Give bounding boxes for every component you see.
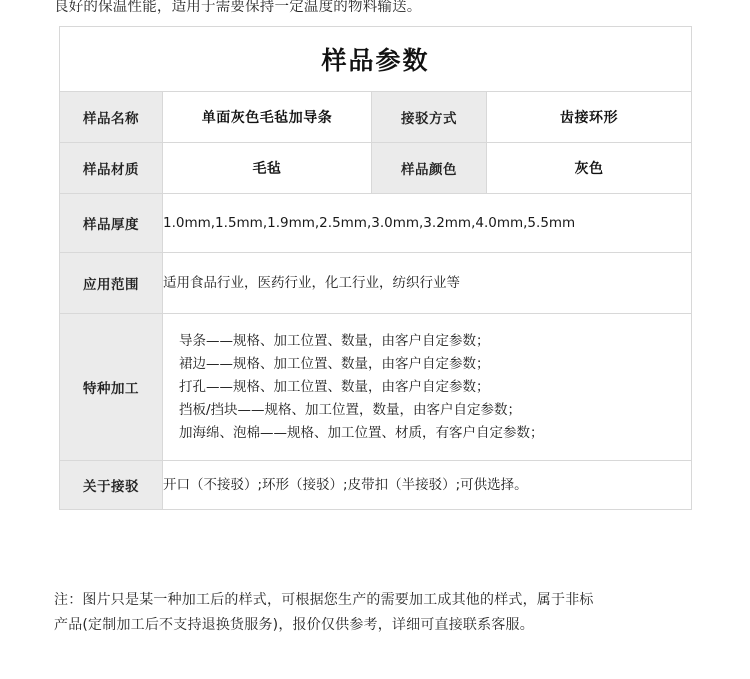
- sample-name-label: 样品名称: [60, 92, 163, 143]
- table-row: [60, 194, 692, 253]
- sample-thickness-value: 1.0mm,1.5mm,1.9mm,2.5mm,3.0mm,3.2mm,4.0mm,5.5mm: [163, 194, 692, 253]
- about-joining-value: 开口（不接驳）;环形（接驳）;皮带扣（半接驳）;可供选择。: [163, 461, 692, 510]
- table-row: [60, 314, 692, 461]
- table-row: [60, 253, 692, 314]
- list-item: 裙边——规格、加工位置、数量，由客户自定参数；: [179, 355, 490, 372]
- footnote-line-1: 注：图片只是某一种加工后的样式，可根据您生产的需要加工成其他的样式，属于非标: [54, 592, 594, 608]
- joining-method-label: 接驳方式: [372, 92, 487, 143]
- special-processing-value: [163, 314, 692, 461]
- footnote-line-2: 产品(定制加工后不支持退换货服务)，报价仅供参考，详细可直接联系客服。: [54, 617, 534, 633]
- application-scope-label: 应用范围: [60, 253, 163, 314]
- list-item: 打孔——规格、加工位置、数量，由客户自定参数；: [179, 378, 490, 395]
- table-row: [60, 143, 692, 194]
- list-item: 导条——规格、加工位置、数量，由客户自定参数；: [179, 332, 490, 349]
- sample-color-label: 样品颜色: [372, 143, 487, 194]
- footnote: [54, 588, 702, 638]
- sample-color-value: 灰色: [487, 143, 692, 194]
- table-title: 样品参数: [60, 27, 692, 92]
- sample-name-value: 单面灰色毛毡加导条: [163, 92, 372, 143]
- table-title-row: [60, 27, 692, 92]
- sample-material-value: 毛毡: [163, 143, 372, 194]
- sample-material-label: 样品材质: [60, 143, 163, 194]
- sample-parameters-table: [59, 26, 692, 510]
- about-joining-label: 关于接驳: [60, 461, 163, 510]
- application-scope-value: 适用食品行业，医药行业，化工行业，纺织行业等: [163, 253, 692, 314]
- special-processing-label: 特种加工: [60, 314, 163, 461]
- special-processing-list: [163, 320, 691, 455]
- list-item: 加海绵、泡棉——规格、加工位置、材质，有客户自定参数；: [179, 424, 544, 441]
- table-row: [60, 92, 692, 143]
- sample-thickness-label: 样品厚度: [60, 194, 163, 253]
- list-item: 挡板/挡块——规格、加工位置，数量，由客户自定参数；: [179, 401, 522, 418]
- intro-paragraph: 良好的保温性能，适用于需要保持一定温度的物料输送。: [54, 0, 422, 15]
- joining-method-value: 齿接环形: [487, 92, 692, 143]
- table-row: [60, 461, 692, 510]
